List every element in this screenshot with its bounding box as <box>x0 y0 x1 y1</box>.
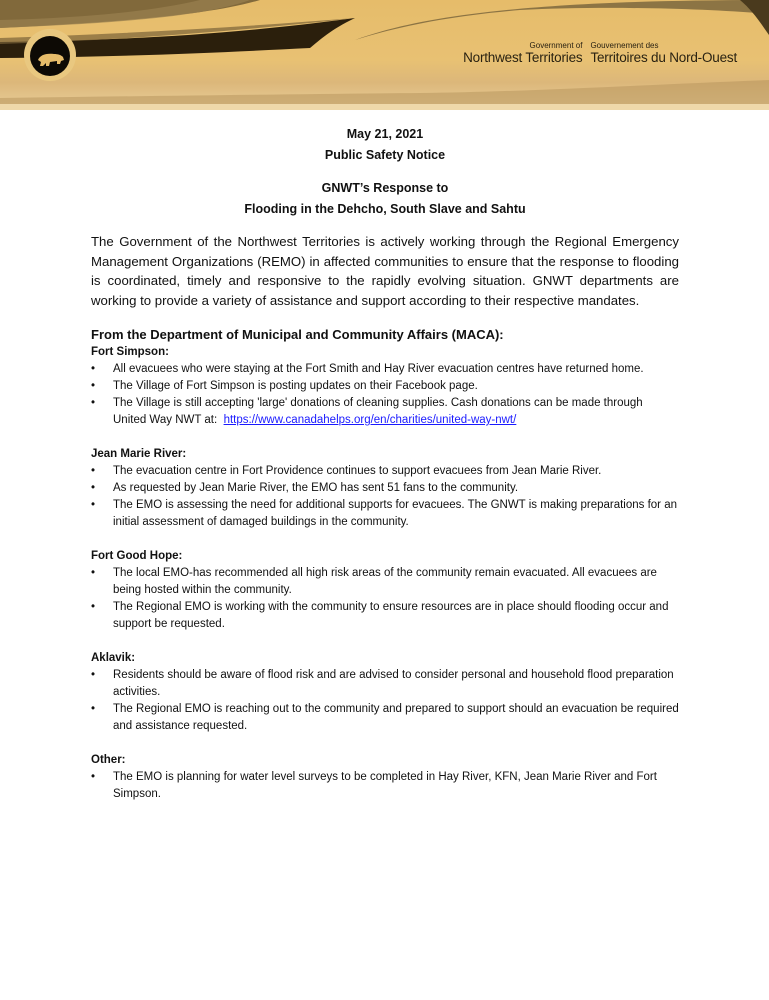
document-body <box>91 124 679 803</box>
section-heading: Jean Marie River: <box>91 448 187 460</box>
list-item: • As requested by Jean Marie River, the EMO has sent 51 fans to the community. <box>91 480 679 497</box>
gov-en-big: Northwest Territories <box>463 50 583 65</box>
bullet-icon: • <box>91 703 96 715</box>
notice-type: Public Safety Notice <box>324 148 446 162</box>
list-item: • The evacuation centre in Fort Providence continues to support evacuees from Jean Marie River. <box>91 463 679 480</box>
list-item: • The EMO is planning for water level surveys to be completed in Hay River, KFN, Jean Marie River and Fort Simpson. <box>91 771 657 800</box>
bullet-icon: • <box>91 482 96 494</box>
section-fort-good-hope <box>91 548 679 633</box>
list-item: • The Village of Fort Simpson is posting updates on their Facebook page. <box>91 378 679 395</box>
bullet-icon: • <box>91 397 96 409</box>
section-heading: Fort Good Hope: <box>91 550 183 562</box>
list-item: • The local EMO-has recommended all high risk areas of the community remain evacuated. All evacuees are being hosted within the community. <box>91 567 657 596</box>
section-aklavik <box>91 650 679 735</box>
section-fort-simpson <box>91 344 679 429</box>
government-wordmark <box>463 41 737 65</box>
bullet-icon: • <box>91 380 96 392</box>
department-heading: From the Department of Municipal and Community Affairs (MACA): <box>91 327 504 342</box>
header-banner <box>0 0 769 110</box>
list-item: • The Village is still accepting 'large' donations of cleaning supplies. Cash donations can be made through United Way NWT at: https://www.canadahelps.org/en/charities/united-way-nwt/ <box>91 397 643 426</box>
bullet-icon: • <box>91 567 96 579</box>
list-item: • The Regional EMO is working with the community to ensure resources are in place should flooding occur and support be requested. <box>91 601 669 630</box>
notice-title-line1: GNWT’s Response to <box>321 181 449 195</box>
bullet-icon: • <box>91 601 96 613</box>
list-item: • The Regional EMO is reaching out to the community and prepared to support should an evacuation be required and assistance requested. <box>91 703 679 732</box>
section-jean-marie-river <box>91 446 679 531</box>
list-item: • Residents should be aware of flood risk and are advised to consider personal and household flood preparation activities. <box>91 669 674 698</box>
united-way-donation-link[interactable]: https://www.canadahelps.org/en/charities/united-way-nwt/ <box>223 414 517 426</box>
notice-title-line2: Flooding in the Dehcho, South Slave and Sahtu <box>244 202 526 216</box>
bullet-icon: • <box>91 363 96 375</box>
section-heading: Other: <box>91 754 126 766</box>
gnwt-logo <box>24 29 76 81</box>
gov-fr-small: Gouvernement des <box>590 41 659 50</box>
section-heading: Fort Simpson: <box>91 346 169 358</box>
bullet-icon: • <box>91 465 96 477</box>
bullet-icon: • <box>91 669 96 681</box>
intro-paragraph: The Government of the Northwest Territories is actively working through the Regional Emergency Management Organizations (REMO) in affected communities to ensure that the response to flooding is coordinated, timely and responsive to the rapidly evolving situation. GNWT departments are working to provide a variety of assistance and support according to their respective mandates. <box>91 234 679 308</box>
polar-bear-logo-icon <box>30 36 70 76</box>
list-item: • All evacuees who were staying at the Fort Smith and Hay River evacuation centres have returned home. <box>91 361 679 378</box>
section-other <box>91 752 679 803</box>
bullet-icon: • <box>91 771 96 783</box>
gov-en-small: Government of <box>529 41 583 50</box>
notice-date: May 21, 2021 <box>346 127 424 141</box>
section-heading: Aklavik: <box>91 652 136 664</box>
bullet-icon: • <box>91 499 96 511</box>
gov-fr-big: Territoires du Nord-Ouest <box>590 50 737 65</box>
list-item: • The EMO is assessing the need for additional supports for evacuees. The GNWT is making preparations for an initial assessment of damaged buildings in the community. <box>91 499 677 528</box>
